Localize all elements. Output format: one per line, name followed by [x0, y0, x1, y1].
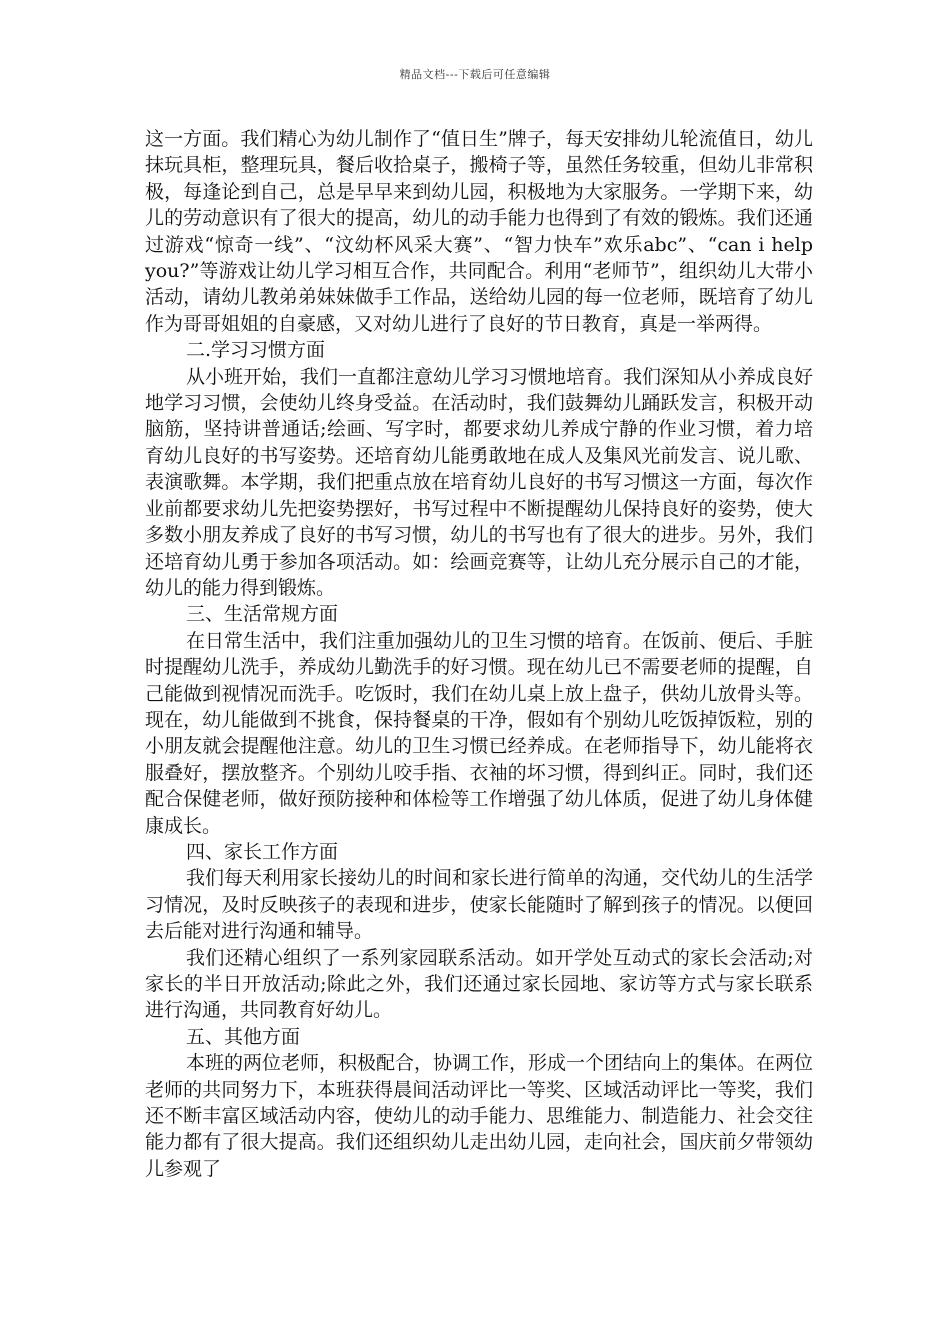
section-heading-other: 五、其他方面	[186, 1025, 301, 1048]
paragraph-continuation: 这一方面。我们精心为幼儿制作了“值日生”牌子，每天安排幼儿轮流值日，幼儿抹玩具柜，整理玩具，餐后收拾桌子，搬椅子等，虽然任务较重，但幼儿非常积极，每逢论到自己，总是早早来到幼儿园，积极地为大家服务。一学期下来，幼儿的劳动意识有了很大的提高，幼儿的动手能力也得到了有效的锻炼。我们还通过游戏“惊奇一线”、“汶幼杯风采大赛”、“智力快车”欢乐abc”、“can i help you?”等游戏让幼儿学习相互合作，共同配合。利用“老师节”，组织幼儿大带小活动，请幼儿教弟弟妹妹做手工作品，送给幼儿园的每一位老师，既培育了幼儿作为哥哥姐姐的自豪感，又对幼儿进行了良好的节日教育，真是一举两得。	[145, 128, 813, 335]
section-heading-daily-routine: 三、生活常规方面	[186, 603, 339, 626]
paragraph-study-habits: 从小班开始，我们一直都注意幼儿学习习惯地培育。我们深知从小养成良好地学习习惯，会使幼儿终身受益。在活动时，我们鼓舞幼儿踊跃发言，积极开动脑筋，坚持讲普通话;绘画、写字时，都要求幼儿养成宁静的作业习惯，着力培育幼儿良好的书写姿势。还培育幼儿能勇敢地在成人及集风光前发言、说儿歌、表演歌舞。本学期，我们把重点放在培育幼儿良好的书写习惯这一方面，每次作业前都要求幼儿先把姿势摆好，书写过程中不断提醒幼儿保持良好的姿势，使大多数小朋友养成了良好的书写习惯，幼儿的书写也有了很大的进步。另外，我们还培育幼儿勇于参加各项活动。如：绘画竞赛等，让幼儿充分展示自己的才能，幼儿的能力得到锻炼。	[145, 365, 814, 599]
section-heading-study-habits: 二.学习习惯方面	[186, 339, 326, 362]
paragraph-parent-activities: 我们还精心组织了一系列家园联系活动。如开学处互动式的家长会活动;对家长的半日开放活动;除此之外，我们还通过家长园地、家访等方式与家长联系进行沟通，共同教育好幼儿。	[145, 946, 813, 1022]
paragraph-parent-communication: 我们每天利用家长接幼儿的时间和家长进行简单的沟通，交代幼儿的生活学习情况，及时反映孩子的表现和进步，使家长能随时了解到孩子的情况。以便回去后能对进行沟通和辅导。	[145, 867, 814, 943]
paragraph-daily-routine: 在日常生活中，我们注重加强幼儿的卫生习惯的培育。在饭前、便后、手脏时提醒幼儿洗手，养成幼儿勤洗手的好习惯。现在幼儿已不需要老师的提醒，自己能做到视情况而洗手。吃饭时，我们在幼儿桌上放上盘子，供幼儿放骨头等。现在，幼儿能做到不挑食，保持餐桌的干净，假如有个别幼儿吃饭掉饭粒，别的小朋友就会提醒他注意。幼儿的卫生习惯已经养成。在老师指导下，幼儿能将衣服叠好，摆放整齐。个别幼儿咬手指、衣袖的坏习惯，得到纠正。同时，我们还配合保健老师，做好预防接种和体检等工作增强了幼儿体质，促进了幼儿身体健康成长。	[145, 629, 814, 837]
section-heading-parent-work: 四、家长工作方面	[186, 840, 339, 863]
page-header: 精品文档---下载后可任意编辑	[399, 68, 551, 81]
document-body	[145, 126, 813, 1182]
paragraph-other: 本班的两位老师，积极配合，协调工作，形成一个团结向上的集体。在两位老师的共同努力下，本班获得晨间活动评比一等奖、区域活动评比一等奖，我们还不断丰富区域活动内容，使幼儿的动手能力、思维能力、制造能力、社会交往能力都有了很大提高。我们还组织幼儿走出幼儿园，走向社会，国庆前夕带领幼儿参观了	[145, 1052, 814, 1180]
